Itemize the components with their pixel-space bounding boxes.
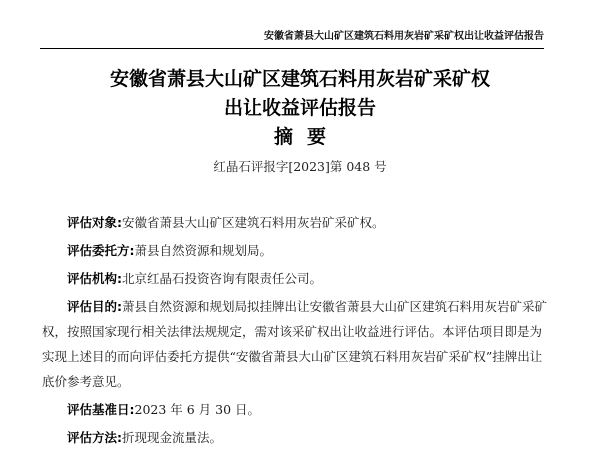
field-value: 2023 年 6 月 30 日。 (134, 402, 261, 417)
report-number: 红晶石评报字[2023]第 048 号 (213, 159, 387, 174)
field-purpose (42, 294, 554, 394)
field-client (42, 238, 554, 263)
summary-fields (42, 210, 554, 450)
field-label: 评估基准日: (67, 402, 135, 417)
field-label: 评估方法: (67, 430, 122, 445)
field-label: 评估委托方: (67, 243, 135, 258)
field-agency (42, 266, 554, 291)
field-value: 萧县自然资源和规划局拟挂牌出让安徽省萧县大山矿区建筑石料用灰岩矿采矿权，按照国家现行相关法律法规规定，需对该采矿权出让收益进行评估。本评估项目即是为实现上述目的而向评估委托方提供“安徽省萧县大山矿区建筑石料用灰岩矿采矿权”挂牌出让底价参考意见。 (42, 299, 548, 389)
header-rule (40, 48, 544, 49)
summary-heading: 摘要 (273, 126, 340, 148)
field-label: 评估目的: (67, 299, 122, 314)
field-label: 评估对象: (67, 215, 122, 230)
field-value: 萧县自然资源和规划局。 (134, 243, 273, 258)
field-evaluation-object (42, 210, 554, 235)
running-header: 安徽省萧县大山矿区建筑石料用灰岩矿采矿权出让收益评估报告 (264, 31, 544, 42)
field-value: 折现现金流量法。 (122, 430, 223, 445)
field-value: 北京红晶石投资咨询有限责任公司。 (122, 271, 323, 286)
field-base-date (42, 397, 554, 422)
report-title-line2: 出让收益评估报告 (223, 97, 376, 119)
report-title-line1: 安徽省萧县大山矿区建筑石料用灰岩矿采矿权 (109, 68, 490, 90)
field-method (42, 425, 554, 450)
field-value: 安徽省萧县大山矿区建筑石料用灰岩矿采矿权。 (122, 215, 385, 230)
field-label: 评估机构: (67, 271, 122, 286)
